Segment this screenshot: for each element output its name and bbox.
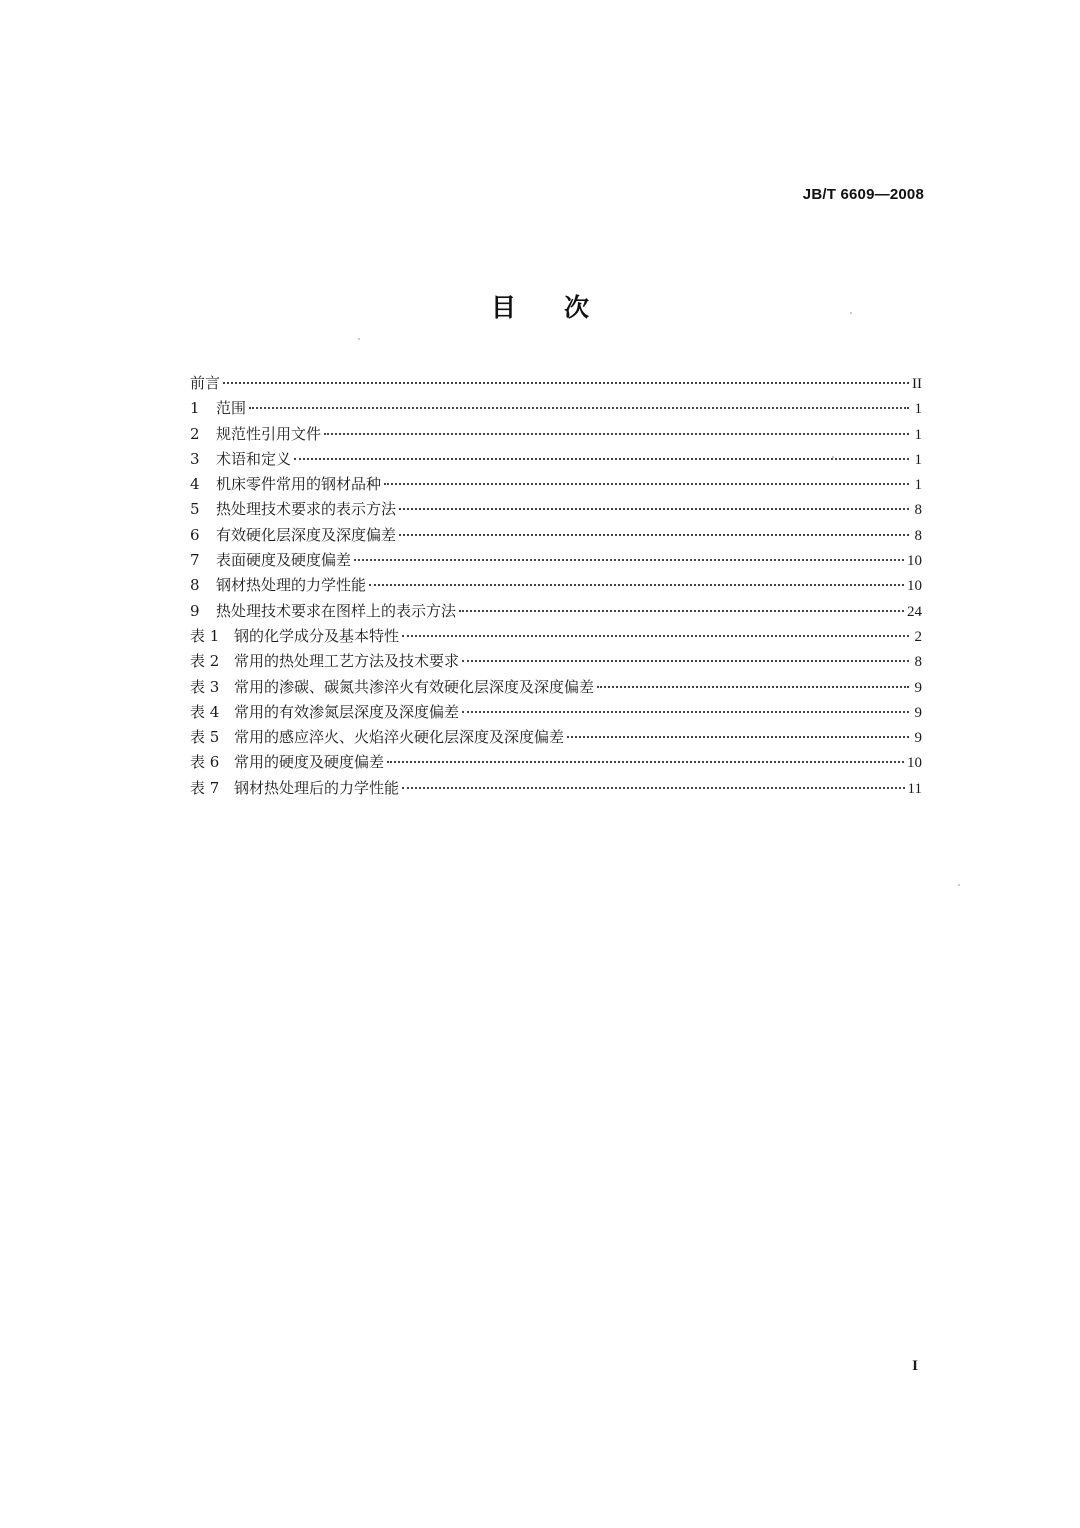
toc-entry-page: 11 (907, 780, 922, 797)
toc-entry-label: 常用的有效渗氮层深度及深度偏差 (234, 702, 460, 721)
title-char-2: 次 (564, 293, 590, 322)
toc-entry[interactable] (190, 497, 922, 522)
toc-entry-page: 24 (907, 603, 922, 620)
toc-entry-number: 表 6 (190, 753, 220, 772)
toc-entry[interactable] (190, 725, 922, 750)
toc-entry-number: 表 5 (190, 728, 220, 747)
toc-entry-page: 9 (914, 704, 922, 721)
toc-entry[interactable] (190, 371, 922, 396)
toc-entry[interactable] (190, 624, 922, 649)
toc-entry-label: 表面硬度及硬度偏差 (216, 551, 352, 570)
toc-entry-page: 10 (907, 578, 922, 595)
toc-entry[interactable] (190, 573, 922, 598)
toc-leader-dots (399, 534, 909, 536)
scan-speck (958, 884, 960, 886)
toc-leader-dots (462, 660, 909, 662)
toc-entry[interactable] (190, 472, 922, 497)
toc-entry-label: 常用的渗碳、碳氮共渗淬火有效硬化层深度及深度偏差 (234, 677, 595, 696)
toc-entry-number: 3 (190, 449, 200, 468)
toc-leader-dots (354, 559, 904, 561)
page-title (0, 288, 1080, 324)
toc-entry-number: 5 (190, 500, 200, 519)
toc-entry-number: 6 (190, 525, 200, 544)
toc-entry-label: 钢材热处理后的力学性能 (234, 778, 400, 797)
toc-entry-page: 1 (914, 477, 922, 494)
toc-entry-label: 钢的化学成分及基本特性 (234, 626, 400, 645)
toc-entry-number: 7 (190, 551, 200, 570)
toc-entry-page: 8 (914, 527, 922, 544)
toc-entry[interactable] (190, 700, 922, 725)
toc-leader-dots (387, 761, 904, 763)
toc-entry-label: 有效硬化层深度及深度偏差 (216, 525, 397, 544)
scan-speck (358, 338, 360, 340)
toc-entry-number: 9 (190, 601, 200, 620)
toc-entry-number: 4 (190, 475, 200, 494)
toc-entry-number: 8 (190, 576, 200, 595)
toc-leader-dots (369, 584, 904, 586)
scan-speck (850, 312, 852, 314)
toc-entry-number: 1 (190, 399, 200, 418)
toc-leader-dots (324, 433, 909, 435)
toc-entry-page: II (912, 376, 922, 392)
toc-entry[interactable] (190, 548, 922, 573)
toc-entry[interactable] (190, 422, 922, 447)
toc-entry[interactable] (190, 649, 922, 674)
toc-entry[interactable] (190, 776, 922, 801)
toc-entry-page: 10 (907, 553, 922, 570)
toc-entry-page: 1 (914, 426, 922, 443)
toc-entry-number: 表 7 (190, 778, 220, 797)
toc-entry-number: 2 (190, 424, 200, 443)
toc-entry-label: 常用的感应淬火、火焰淬火硬化层深度及深度偏差 (234, 728, 565, 747)
standard-code: JB/T 6609—2008 (802, 186, 924, 203)
toc-entry-label: 机床零件常用的钢材品种 (216, 475, 382, 494)
toc-entry-page: 1 (914, 401, 922, 418)
toc-entry[interactable] (190, 750, 922, 775)
title-char-1: 目 (490, 293, 516, 322)
toc-leader-dots (462, 711, 909, 713)
toc-entry[interactable] (190, 675, 922, 700)
toc-entry-page: 9 (914, 679, 922, 696)
toc-leader-dots (294, 458, 909, 460)
toc-entry[interactable] (190, 396, 922, 421)
toc-entry-page: 10 (907, 755, 922, 772)
toc-entry-page: 9 (914, 730, 922, 747)
toc-leader-dots (597, 686, 909, 688)
toc-entry-number: 表 2 (190, 652, 220, 671)
toc-entry[interactable] (190, 599, 922, 624)
toc-leader-dots (402, 787, 905, 789)
toc-leader-dots (567, 736, 909, 738)
toc-entry-label: 钢材热处理的力学性能 (216, 576, 367, 595)
toc-entry-page: 8 (914, 502, 922, 519)
toc-entry-label: 术语和定义 (216, 449, 292, 468)
toc-leader-dots (384, 483, 909, 485)
toc-entry-label: 范围 (216, 399, 247, 418)
toc-entry-number: 表 4 (190, 702, 220, 721)
toc-entry-label: 规范性引用文件 (216, 424, 322, 443)
toc-leader-dots (399, 508, 909, 510)
toc-entry[interactable] (190, 447, 922, 472)
toc-entry[interactable] (190, 523, 922, 548)
toc-leader-dots (402, 635, 909, 637)
toc-entry-page: 2 (914, 628, 922, 645)
toc-leader-dots (249, 407, 909, 409)
toc-entry-label: 热处理技术要求的表示方法 (216, 500, 397, 519)
toc-entry-label: 前言 (190, 374, 221, 392)
table-of-contents (190, 371, 922, 801)
toc-entry-label: 常用的热处理工艺方法及技术要求 (234, 652, 460, 671)
toc-leader-dots (459, 610, 904, 612)
toc-entry-page: 1 (914, 451, 922, 468)
toc-leader-dots (223, 382, 909, 384)
toc-entry-number: 表 3 (190, 677, 220, 696)
scan-speck (832, 456, 834, 458)
toc-entry-label: 热处理技术要求在图样上的表示方法 (216, 601, 457, 620)
toc-entry-label: 常用的硬度及硬度偏差 (234, 753, 385, 772)
toc-entry-number: 表 1 (190, 626, 220, 645)
toc-entry-page: 8 (914, 654, 922, 671)
page-number: I (912, 1358, 918, 1374)
